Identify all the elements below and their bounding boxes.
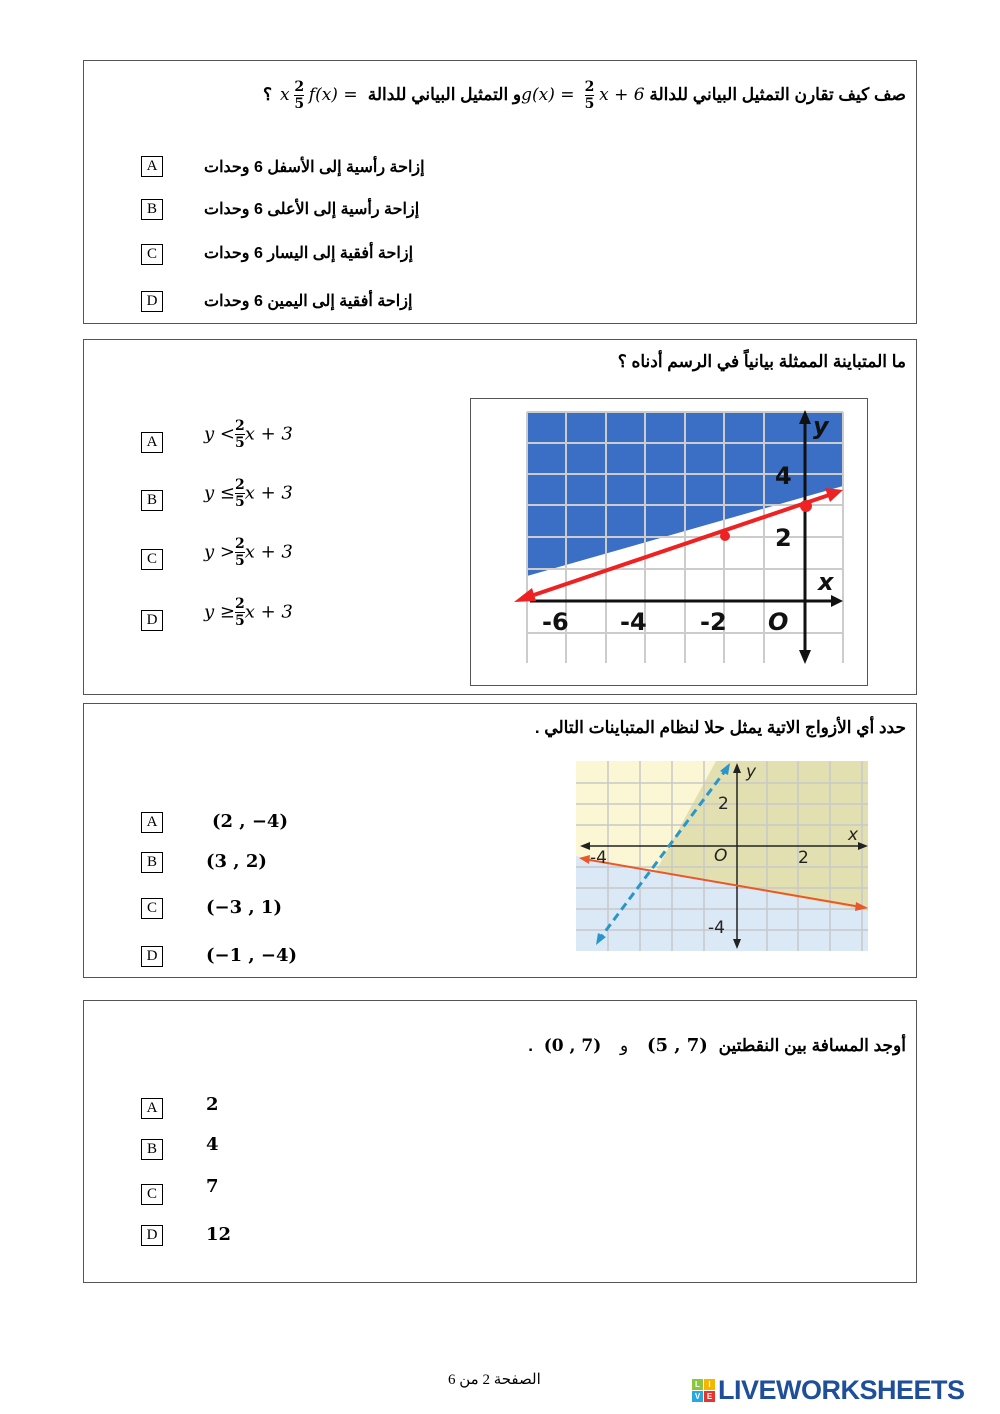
logo-letter: L bbox=[692, 1379, 703, 1390]
x-tick: -4 bbox=[590, 848, 607, 868]
option-d[interactable]: 12 bbox=[206, 1224, 232, 1245]
option-b[interactable]: إزاحة رأسية إلى الأعلى 6 وحدات bbox=[204, 201, 420, 218]
logo-letter: I bbox=[704, 1379, 715, 1390]
option-c-box[interactable]: C bbox=[141, 1184, 163, 1205]
logo-letter: V bbox=[692, 1391, 703, 1402]
option-a-box[interactable]: A bbox=[141, 812, 163, 833]
x-tick: -6 bbox=[542, 608, 569, 636]
option-b[interactable]: (3 , 2) bbox=[206, 851, 267, 872]
x-label: x bbox=[848, 825, 859, 845]
option-b[interactable]: 4 bbox=[206, 1134, 219, 1155]
option-d[interactable]: (−1 , −4) bbox=[206, 945, 298, 966]
origin-label: O bbox=[714, 846, 728, 866]
option-b[interactable]: y ≤ $\frac{2}{5}$ x + 3 bbox=[204, 477, 293, 510]
option-c-box[interactable]: C bbox=[141, 549, 163, 570]
option-c-box[interactable]: C bbox=[141, 898, 163, 919]
origin-label: O bbox=[768, 608, 789, 636]
y-tick: 2 bbox=[718, 794, 729, 814]
option-a[interactable]: 2 bbox=[206, 1094, 219, 1115]
option-a[interactable]: (2 , −4) bbox=[212, 811, 288, 832]
question-3 bbox=[83, 703, 917, 978]
question-1 bbox=[83, 60, 917, 324]
y-tick: 4 bbox=[775, 462, 792, 490]
option-c[interactable]: y > $\frac{2}{5}$ x + 3 bbox=[204, 536, 293, 569]
option-d[interactable]: y ≥ $\frac{2}{5}$ x + 3 bbox=[204, 596, 293, 629]
question-3-text: حدد أي الأزواج الاتية يمثل حلا لنظام المتباينات التالي . bbox=[534, 718, 906, 737]
liveworksheets-logo bbox=[692, 1375, 965, 1406]
option-c[interactable]: 7 bbox=[206, 1176, 219, 1197]
point bbox=[800, 500, 812, 512]
logo-icon bbox=[692, 1379, 715, 1402]
option-d[interactable]: إزاحة أفقية إلى اليمين 6 وحدات bbox=[204, 293, 413, 310]
y-label: y bbox=[813, 412, 829, 440]
option-a-box[interactable]: A bbox=[141, 156, 163, 177]
question-4-text: أوجد المسافة بين النقطتين (5 , 7) و (0 , 7) . bbox=[528, 1035, 906, 1056]
option-b-box[interactable]: B bbox=[141, 852, 163, 873]
question-1-text: صف كيف تقارن التمثيل البياني للدالة x + 6 $\frac{2}{5}$ g(x) = و التمثيل البياني للدالة x $\frac{2}{5}$ f(x) = ؟ bbox=[262, 79, 906, 112]
option-d-box[interactable]: D bbox=[141, 610, 163, 631]
question-4 bbox=[83, 1000, 917, 1283]
option-a[interactable]: y < $\frac{2}{5}$ x + 3 bbox=[204, 418, 293, 451]
inequality-graph bbox=[470, 398, 868, 686]
option-a[interactable]: إزاحة رأسية إلى الأسفل 6 وحدات bbox=[204, 159, 425, 176]
logo-letter: E bbox=[704, 1391, 715, 1402]
brand-name: LIVEWORKSHEETS bbox=[718, 1375, 965, 1405]
option-d-box[interactable]: D bbox=[141, 291, 163, 312]
option-d-box[interactable]: D bbox=[141, 946, 163, 967]
option-d-box[interactable]: D bbox=[141, 1225, 163, 1246]
option-a-box[interactable]: A bbox=[141, 432, 163, 453]
x-tick: 2 bbox=[798, 848, 809, 868]
y-tick: -4 bbox=[708, 918, 725, 938]
option-b-box[interactable]: B bbox=[141, 490, 163, 511]
option-c[interactable]: إزاحة أفقية إلى اليسار 6 وحدات bbox=[204, 245, 414, 262]
option-a-box[interactable]: A bbox=[141, 1098, 163, 1119]
y-label: y bbox=[746, 762, 757, 782]
option-b-box[interactable]: B bbox=[141, 1139, 163, 1160]
option-c-box[interactable]: C bbox=[141, 244, 163, 265]
option-b-box[interactable]: B bbox=[141, 199, 163, 220]
point bbox=[720, 531, 730, 541]
question-2-text: ما المتباينة الممثلة بيانياً في الرسم أدناه ؟ bbox=[617, 352, 906, 371]
question-2 bbox=[83, 339, 917, 695]
system-graph bbox=[576, 761, 868, 957]
page-number: الصفحة 2 من 6 bbox=[448, 1372, 541, 1388]
x-label: x bbox=[818, 568, 834, 596]
option-c[interactable]: (−3 , 1) bbox=[206, 897, 282, 918]
x-tick: -2 bbox=[700, 608, 727, 636]
y-tick: 2 bbox=[775, 524, 792, 552]
x-tick: -4 bbox=[620, 608, 647, 636]
